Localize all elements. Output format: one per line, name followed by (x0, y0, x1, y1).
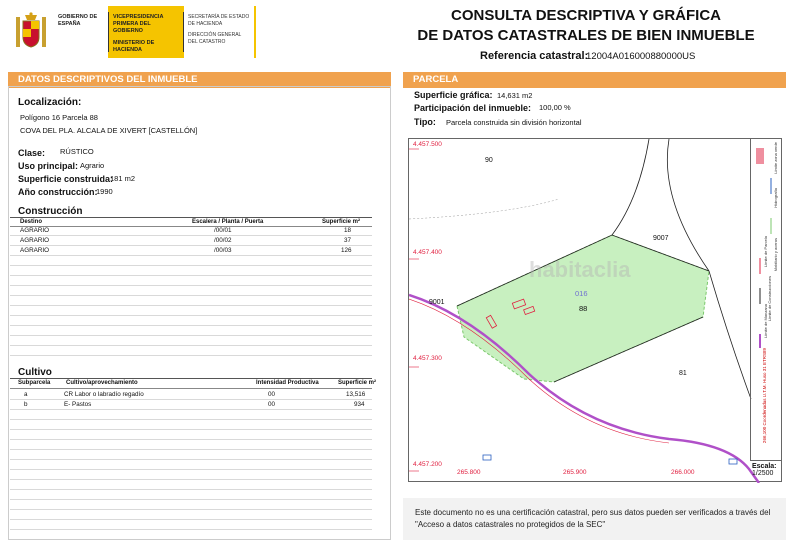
coord-system-text: 266,100 Coordenadas U.T.M. Huso 31 ETRS89 (762, 348, 767, 444)
superficie-value: 181 m2 (110, 174, 136, 183)
legend-item: Mobiliario y aceras (773, 238, 778, 272)
parcel-label-9007: 9007 (653, 235, 669, 242)
map-x-label-1: 265.800 (457, 469, 481, 476)
document-header (0, 0, 800, 70)
disclaimer-note (403, 498, 786, 540)
participacion-label: Participación del inmueble: (414, 103, 532, 113)
government-logo-block (8, 6, 256, 58)
cultivo-header-intensidad: Intensidad Productiva (256, 380, 319, 386)
clase-value: RÚSTICO (60, 147, 94, 156)
right-section-title: PARCELA (403, 72, 786, 88)
map-y-label-3: 4.457.300 (413, 355, 442, 362)
map-y-label-4: 4.457.200 (413, 461, 442, 468)
spain-crest-icon (8, 6, 54, 58)
title-line-2: DE DATOS CATASTRALES DE BIEN INMUEBLE (417, 27, 755, 44)
uso-value: Agrario (80, 161, 105, 170)
cadastral-map[interactable] (408, 138, 782, 482)
legend-item: Límite zona verde (773, 142, 778, 174)
parcel-label-90: 90 (485, 157, 493, 164)
scale-label: Escala: (752, 463, 777, 470)
anio-value: 1990 (96, 187, 113, 196)
parcel-label-016: 016 (575, 289, 588, 298)
clase-label: Clase: (18, 148, 46, 158)
cultivo-header-cultivo: Cultivo/aprovechamiento (66, 380, 138, 386)
parcel-label-81: 81 (679, 370, 687, 377)
map-x-label-3: 266.000 (671, 469, 695, 476)
disclaimer-text: Este documento no es una certificación catastral, pero sus datos pueden ser verificados a través del "Acceso a datos catastrales no protegidos de la SEC" (415, 508, 771, 529)
localizacion-line-2: COVA DEL PLA. ALCALA DE XIVERT [CASTELLÓN] (20, 126, 198, 135)
legend-item: Hidrografía (773, 188, 778, 208)
construccion-header-destino: Destino (20, 219, 43, 225)
ministry-text: MINISTERIO DE HACIENDA (113, 40, 155, 53)
legend-item: Límite de Construcciones (767, 276, 772, 322)
parcel-label-88: 88 (579, 304, 588, 313)
scale-value: 1/2500 (752, 470, 774, 477)
tipo-label: Tipo: (414, 117, 436, 127)
ref-value: 12004A016000880000US (586, 51, 696, 62)
map-x-label-2: 265.900 (563, 469, 587, 476)
map-y-label-2: 4.457.400 (413, 249, 442, 256)
uso-label: Uso principal: (18, 161, 79, 171)
cultivo-header-superficie: Superficie m² (338, 380, 377, 386)
construccion-title: Construcción (18, 206, 83, 217)
title-line-1: CONSULTA DESCRIPTIVA Y GRÁFICA (450, 7, 721, 24)
map-svg (409, 139, 783, 483)
left-section-title: DATOS DESCRIPTIVOS DEL INMUEBLE (8, 72, 391, 88)
watermark-text: habitaclia (529, 257, 631, 282)
participacion-value: 100,00 % (539, 103, 571, 112)
tipo-value: Parcela construida sin división horizontal (446, 118, 582, 127)
sup-grafica-label: Superficie gráfica: (414, 90, 493, 100)
secretaria-text: SECRETARÍA DE ESTADO DE HACIENDA (188, 14, 250, 27)
map-y-label-1: 4.457.500 (413, 141, 442, 148)
localizacion-label: Localización: (18, 97, 82, 108)
map-legend (750, 138, 782, 460)
superficie-label: Superficie construida: (18, 174, 114, 184)
legend-item: Límite de Manzana (763, 304, 768, 339)
ref-label: Referencia catastral: (480, 50, 589, 62)
parcel-label-9001: 9001 (429, 299, 445, 306)
localizacion-line-1: Polígono 16 Parcela 88 (20, 113, 98, 122)
vice-text: VICEPRESIDENCIA PRIMERA DEL GOBIERNO (113, 14, 164, 34)
sup-grafica-value: 14,631 m2 (497, 91, 533, 100)
cultivo-title: Cultivo (18, 367, 52, 378)
anio-label: Año construcción: (18, 187, 98, 197)
construccion-header-superficie: Superficie m² (322, 219, 361, 225)
document-title (400, 6, 772, 46)
legend-item: Límite de Parcela (763, 236, 768, 268)
construccion-header-escalera: Escalera / Planta / Puerta (192, 219, 264, 225)
scale-box (750, 460, 782, 482)
cultivo-header-subparcela: Subparcela (18, 380, 51, 386)
direccion-text: DIRECCIÓN GENERAL DEL CATASTRO (188, 32, 242, 45)
gov-name-text: GOBIERNO DE ESPAÑA (58, 14, 98, 27)
